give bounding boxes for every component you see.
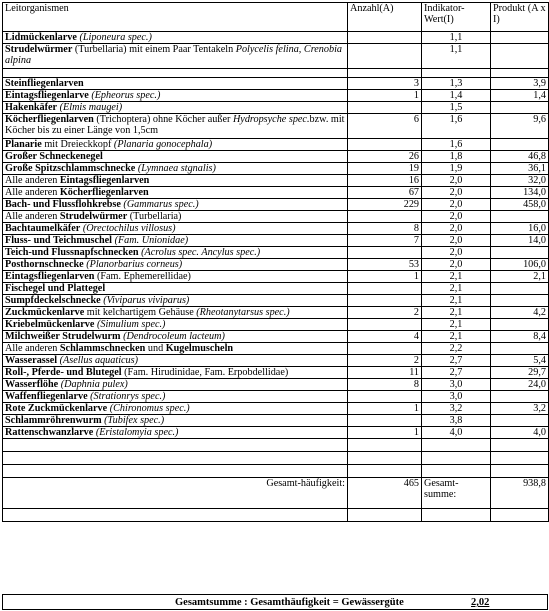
organism-cell (3, 32, 348, 44)
product-cell (491, 343, 549, 355)
table-row (3, 247, 549, 259)
indicator-cell: 2,7 (422, 367, 491, 379)
product-cell: 8,4 (491, 331, 549, 343)
count-cell (348, 295, 422, 307)
count-cell: 4 (348, 331, 422, 343)
product-cell: 32,0 (491, 175, 549, 187)
count-cell: 8 (348, 379, 422, 391)
product-cell: 24,0 (491, 379, 549, 391)
count-cell: 1 (348, 427, 422, 439)
indicator-cell: 2,0 (422, 199, 491, 211)
organism-text: (Viviparus viviparus) (103, 295, 190, 306)
organism-text: Alle anderen (5, 175, 60, 186)
organism-text: Steinfliegenlarven (5, 78, 84, 89)
organism-text: (Strationrys spec.) (90, 391, 166, 402)
table-row (3, 343, 549, 355)
table-row (3, 114, 549, 139)
product-cell: 2,1 (491, 271, 549, 283)
indicator-cell: 2,1 (422, 319, 491, 331)
table-row (3, 355, 549, 367)
table-row (3, 427, 549, 439)
header-indicator: Indikator-Wert(I) (422, 3, 491, 32)
count-cell: 11 (348, 367, 422, 379)
table-row (3, 403, 549, 415)
organism-text: (Elmis maugei) (59, 102, 123, 113)
count-cell: 1 (348, 90, 422, 102)
organism-text: Roll-, Pferde- und Blutegel (5, 367, 122, 378)
total-frequency-value: 465 (348, 478, 422, 509)
count-cell (348, 415, 422, 427)
empty-row (3, 452, 549, 465)
count-cell: 16 (348, 175, 422, 187)
organism-text: (Chironomus spec.) (109, 403, 190, 414)
product-cell (491, 283, 549, 295)
product-cell: 458,0 (491, 199, 549, 211)
organism-cell (3, 259, 348, 271)
count-cell: 7 (348, 235, 422, 247)
product-cell: 5,4 (491, 355, 549, 367)
indicator-cell: 2,0 (422, 175, 491, 187)
indicator-cell: 1,1 (422, 32, 491, 44)
organism-cell (3, 69, 348, 78)
table-row (3, 78, 549, 90)
organism-cell (3, 307, 348, 319)
organism-text: (Trichoptera) ohne Köcher außer (93, 114, 233, 125)
organism-cell (3, 355, 348, 367)
indicator-cell: 2,0 (422, 259, 491, 271)
organism-text: Hakenkäfer (5, 102, 58, 113)
product-cell: 36,1 (491, 163, 549, 175)
organism-cell (3, 403, 348, 415)
organism-text: Große Spitzschlammschnecke (5, 163, 136, 174)
organism-text: (Fam. Unionidae) (114, 235, 189, 246)
organism-text: (Planorbarius corneus) (86, 259, 183, 270)
table-row (3, 90, 549, 102)
organism-cell (3, 235, 348, 247)
indicator-cell: 2,2 (422, 343, 491, 355)
product-cell: 14,0 (491, 235, 549, 247)
organism-cell (3, 114, 348, 139)
count-cell: 6 (348, 114, 422, 139)
organism-cell (3, 44, 348, 69)
organism-text: Eintagsfliegenlarve (5, 90, 89, 101)
table-row (3, 331, 549, 343)
footer-result: 2,02 (471, 597, 490, 608)
count-cell: 2 (348, 355, 422, 367)
table-row (3, 139, 549, 151)
organism-text: Bach- und Flussflohkrebse (5, 199, 121, 210)
product-cell (491, 391, 549, 403)
organism-text: Schlammschnecken (59, 343, 146, 354)
quality-footer (2, 594, 548, 610)
table-row (3, 307, 549, 319)
organism-text: (Planaria gonocephala) (113, 139, 213, 150)
indicator-cell: 2,7 (422, 355, 491, 367)
table-row (3, 175, 549, 187)
organism-text: (Rheotanytarsus spec.) (196, 307, 290, 318)
organism-text: Lidmückenlarve (5, 32, 77, 43)
empty-cell (491, 465, 549, 478)
product-cell: 1,4 (491, 90, 549, 102)
header-organism: Leitorganismen (3, 3, 348, 32)
product-cell: 106,0 (491, 259, 549, 271)
organism-cell (3, 90, 348, 102)
footer-formula: Gesamtsumme : Gesamthäufigkeit = Gewässergüte (175, 597, 404, 608)
organism-text: Eintagsfliegenlarven (59, 175, 150, 186)
organism-text: mit kelchartigem Gehäuse (84, 307, 197, 318)
organism-text: Kriebelmückenlarve (5, 319, 95, 330)
table-row (3, 151, 549, 163)
count-cell (348, 211, 422, 223)
organism-cell (3, 331, 348, 343)
indicator-cell: 2,1 (422, 307, 491, 319)
indicator-cell: 3,2 (422, 403, 491, 415)
indicator-cell: 2,0 (422, 223, 491, 235)
table-row (3, 319, 549, 331)
organism-text: Polycelis felina, Crenobia alpina (5, 44, 343, 66)
indicator-cell: 2,0 (422, 211, 491, 223)
table-row (3, 295, 549, 307)
empty-cell (422, 509, 491, 522)
product-cell: 29,7 (491, 367, 549, 379)
count-cell (348, 139, 422, 151)
organism-text: Strudelwürmer (59, 211, 128, 222)
indicator-cell: 1,4 (422, 90, 491, 102)
organism-text: Strudelwürmer (5, 44, 73, 55)
count-cell: 3 (348, 78, 422, 90)
empty-row (3, 439, 549, 452)
organism-text: (Daphnia pulex) (60, 379, 128, 390)
organism-text: (Eristalomyia spec.) (95, 427, 179, 438)
header-count: Anzahl(A) (348, 3, 422, 32)
table-row (3, 199, 549, 211)
organism-cell (3, 295, 348, 307)
indicator-cell: 2,1 (422, 331, 491, 343)
organism-text: Planarie (5, 139, 42, 150)
organism-text: Bachtaumelkäfer (5, 223, 81, 234)
product-cell (491, 211, 549, 223)
table-row (3, 44, 549, 69)
organism-cell (3, 223, 348, 235)
count-cell: 53 (348, 259, 422, 271)
organism-text: (Dendrocoleum lacteum) (123, 331, 225, 342)
indicator-cell: 2,1 (422, 271, 491, 283)
organism-text: (Tubifex spec.) (104, 415, 165, 426)
product-cell: 4,0 (491, 427, 549, 439)
count-cell (348, 247, 422, 259)
empty-row (3, 465, 549, 478)
spacer-row (3, 69, 549, 78)
count-cell: 67 (348, 187, 422, 199)
table-row (3, 32, 549, 44)
table-row (3, 235, 549, 247)
organism-cell (3, 427, 348, 439)
organism-text: Schlammröhrenwurm (5, 415, 102, 426)
product-cell (491, 295, 549, 307)
organism-text: Rote Zuckmückenlarve (5, 403, 108, 414)
empty-cell (422, 465, 491, 478)
empty-cell (348, 509, 422, 522)
table-row (3, 211, 549, 223)
organism-text: mit Dreieckkopf (41, 139, 114, 150)
indicator-cell: 1,9 (422, 163, 491, 175)
organism-text: (Fam. Hirudinidae, Fam. Erpobdellidae) (121, 367, 289, 378)
organism-text: (Lymnaea stgnalis) (137, 163, 216, 174)
indicator-cell: 2,1 (422, 295, 491, 307)
organism-cell (3, 343, 348, 355)
empty-cell (422, 439, 491, 452)
count-cell: 26 (348, 151, 422, 163)
organism-text: Großer Schneckenegel (5, 151, 103, 162)
product-cell: 3,9 (491, 78, 549, 90)
organism-cell (3, 151, 348, 163)
count-cell: 1 (348, 271, 422, 283)
table-row (3, 379, 549, 391)
organism-cell (3, 139, 348, 151)
organism-text: (Turbellaria) (127, 211, 182, 222)
organism-text: Hydropsyche spec. (232, 114, 310, 125)
empty-row (3, 509, 549, 522)
organism-text: Fluss- und Teichmuschel (5, 235, 113, 246)
product-cell (491, 247, 549, 259)
indicator-cell: 1,6 (422, 114, 491, 139)
organism-text: Alle anderen (5, 343, 60, 354)
table-row (3, 271, 549, 283)
product-cell (491, 415, 549, 427)
product-cell (491, 139, 549, 151)
product-cell (491, 319, 549, 331)
organism-text: Wasserassel (5, 355, 58, 366)
organism-text: Wasserflöhe (5, 379, 59, 390)
empty-cell (3, 509, 348, 522)
header-product: Produkt (A x I) (491, 3, 549, 32)
organism-cell (3, 415, 348, 427)
count-cell (348, 391, 422, 403)
organism-cell (3, 187, 348, 199)
organism-text: bzw. mit Köcher bis zu einer Länge von 1,5cm (5, 114, 345, 136)
indicator-cell: 2,0 (422, 247, 491, 259)
empty-cell (348, 465, 422, 478)
organism-cell (3, 247, 348, 259)
indicator-cell: 1,5 (422, 102, 491, 114)
organism-text: Alle anderen (5, 187, 60, 198)
organism-text: Posthornschnecke (5, 259, 84, 270)
organism-cell (3, 199, 348, 211)
organism-cell (3, 102, 348, 114)
organism-cell (3, 271, 348, 283)
product-cell: 46,8 (491, 151, 549, 163)
indicator-cell: 1,6 (422, 139, 491, 151)
total-sum-label: Gesamt-summe: (422, 478, 491, 509)
count-cell (348, 319, 422, 331)
indicator-cell: 2,0 (422, 187, 491, 199)
product-cell: 16,0 (491, 223, 549, 235)
totals-row (3, 478, 549, 509)
indicator-cell: 1,3 (422, 78, 491, 90)
count-cell: 229 (348, 199, 422, 211)
empty-cell (422, 452, 491, 465)
empty-cell (491, 509, 549, 522)
organism-cell (3, 391, 348, 403)
indicator-cell: 3,0 (422, 391, 491, 403)
table-row (3, 367, 549, 379)
table-row (3, 283, 549, 295)
product-cell: 9,6 (491, 114, 549, 139)
organism-cell (3, 283, 348, 295)
count-cell (348, 343, 422, 355)
count-cell: 8 (348, 223, 422, 235)
organism-text: Köcherfliegenlarven (5, 114, 94, 125)
indicator-cell: 2,1 (422, 283, 491, 295)
organism-text: und (145, 343, 166, 354)
organism-text: Zuckmückenlarve (5, 307, 85, 318)
product-cell (491, 69, 549, 78)
indicator-cell: 2,0 (422, 235, 491, 247)
organism-text: (Liponeura spec.) (79, 32, 152, 43)
organism-cell (3, 211, 348, 223)
total-sum-value: 938,8 (491, 478, 549, 509)
indicator-cell: 3,8 (422, 415, 491, 427)
indicator-cell: 1,1 (422, 44, 491, 69)
organism-text: (Gammarus spec.) (123, 199, 199, 210)
indicator-cell: 4,0 (422, 427, 491, 439)
product-cell: 3,2 (491, 403, 549, 415)
count-cell: 2 (348, 307, 422, 319)
organism-text: Fischegel und Plattegel (5, 283, 106, 294)
indicator-cell: 3,0 (422, 379, 491, 391)
organism-text: Teich-und Flussnapfschnecken (5, 247, 139, 258)
empty-cell (491, 452, 549, 465)
organism-cell (3, 319, 348, 331)
count-cell (348, 32, 422, 44)
table-row (3, 415, 549, 427)
organism-cell (3, 78, 348, 90)
organism-text: (Simulium spec.) (96, 319, 166, 330)
organism-text: Eintagsfliegenlarven (5, 271, 95, 282)
table-row (3, 102, 549, 114)
count-cell (348, 44, 422, 69)
indicator-cell: 1,8 (422, 151, 491, 163)
table-row (3, 163, 549, 175)
count-cell (348, 69, 422, 78)
product-cell (491, 44, 549, 69)
organism-text: Alle anderen (5, 211, 60, 222)
organism-text: (Turbellaria) mit einem Paar Tentakeln (72, 44, 236, 55)
header-row (3, 3, 549, 32)
organism-text: Kugelmuscheln (165, 343, 234, 354)
organism-cell (3, 163, 348, 175)
organism-text: Milchweißer Strudelwurm (5, 331, 121, 342)
product-cell (491, 102, 549, 114)
count-cell (348, 102, 422, 114)
empty-cell (3, 452, 348, 465)
organism-text: (Asellus aquaticus) (59, 355, 139, 366)
organism-cell (3, 367, 348, 379)
product-cell (491, 32, 549, 44)
organism-text: (Epheorus spec.) (91, 90, 161, 101)
empty-cell (348, 439, 422, 452)
product-cell: 4,2 (491, 307, 549, 319)
table-row (3, 391, 549, 403)
organism-table (2, 2, 549, 522)
organism-cell (3, 379, 348, 391)
organism-text: Rattenschwanzlarve (5, 427, 94, 438)
empty-cell (491, 439, 549, 452)
empty-cell (3, 439, 348, 452)
product-cell: 134,0 (491, 187, 549, 199)
empty-cell (3, 465, 348, 478)
indicator-cell (422, 69, 491, 78)
organism-text: Köcherfliegenlarven (59, 187, 149, 198)
table-row (3, 259, 549, 271)
organism-text: (Fam. Ephemerellidae) (94, 271, 191, 282)
table-row (3, 223, 549, 235)
table-row (3, 187, 549, 199)
organism-text: (Orectochilus villosus) (82, 223, 176, 234)
organism-text: Waffenfliegenlarve (5, 391, 88, 402)
count-cell: 1 (348, 403, 422, 415)
organism-text: (Acrolus spec. Ancylus spec.) (141, 247, 261, 258)
count-cell (348, 283, 422, 295)
organism-cell (3, 175, 348, 187)
organism-text: Sumpfdeckelschnecke (5, 295, 101, 306)
empty-cell (348, 452, 422, 465)
total-frequency-label: Gesamt-häufigkeit: (3, 478, 348, 509)
count-cell: 19 (348, 163, 422, 175)
